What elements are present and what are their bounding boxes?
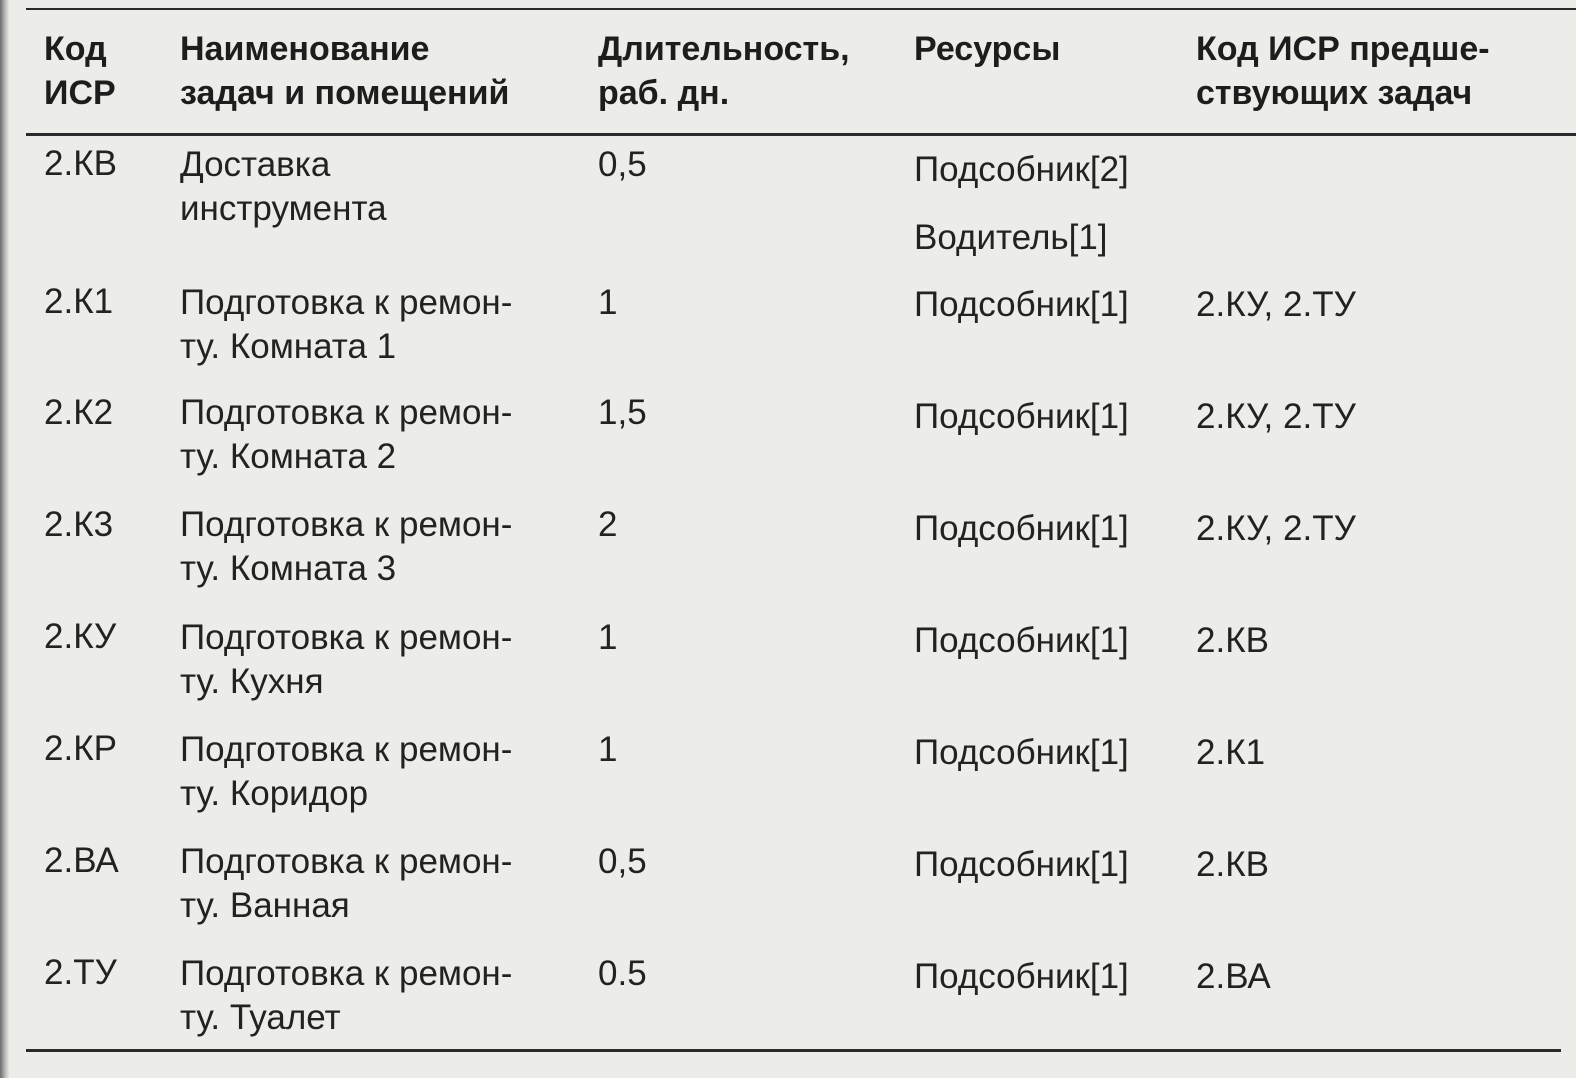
table-bottom-rule (26, 1049, 1561, 1052)
row-name: Подготовка к ремон- ту. Кухня (180, 618, 513, 701)
row-duration: 0.5 (598, 954, 647, 993)
row-code: 2.К3 (44, 505, 114, 544)
row-resource: Подсобник[1] (914, 957, 1129, 996)
table-top-rule (26, 8, 1576, 10)
row-predecessors: 2.КУ, 2.ТУ (1196, 285, 1356, 324)
row-resource: Подсобник[1] (914, 509, 1129, 548)
row-resource: Подсобник[1] (914, 397, 1129, 436)
row-resource: Подсобник[1] (914, 285, 1129, 324)
row-predecessors: 2.КВ (1196, 621, 1269, 660)
row-resource: Подсобник[2] (914, 150, 1129, 189)
header-resources: Ресурсы (914, 30, 1061, 68)
header-duration: Длительность, раб. дн. (598, 30, 850, 112)
row-code: 2.ТУ (44, 953, 117, 992)
header-predecessors: Код ИСР предше- ствующих задач (1196, 30, 1490, 112)
row-resource: Подсобник[1] (914, 845, 1129, 884)
row-name: Подготовка к ремон- ту. Ванная (180, 842, 513, 925)
row-predecessors: 2.КУ, 2.ТУ (1196, 397, 1356, 436)
row-duration: 2 (598, 505, 618, 544)
row-predecessors: 2.КВ (1196, 845, 1269, 884)
row-duration: 1 (598, 730, 618, 769)
row-name: Доставка инструмента (180, 145, 387, 228)
row-code: 2.КВ (44, 144, 117, 183)
row-code: 2.КР (44, 729, 117, 768)
row-name: Подготовка к ремон- ту. Комната 2 (180, 393, 513, 476)
table-header-rule (26, 133, 1576, 136)
row-duration: 0,5 (598, 842, 647, 881)
row-name: Подготовка к ремон- ту. Туалет (180, 954, 513, 1037)
row-duration: 1 (598, 283, 618, 322)
row-resource: Водитель[1] (914, 218, 1108, 257)
row-code: 2.К2 (44, 393, 114, 432)
row-duration: 0,5 (598, 145, 647, 184)
row-duration: 1 (598, 618, 618, 657)
row-code: 2.ВА (44, 841, 119, 880)
row-name: Подготовка к ремон- ту. Коридор (180, 730, 513, 813)
row-predecessors: 2.КУ, 2.ТУ (1196, 509, 1356, 548)
row-code: 2.КУ (44, 617, 117, 656)
row-resource: Подсобник[1] (914, 733, 1129, 772)
row-predecessors: 2.ВА (1196, 957, 1271, 996)
row-resource: Подсобник[1] (914, 621, 1129, 660)
page-edge (0, 0, 9, 1078)
header-name: Наименование задач и помещений (180, 30, 510, 112)
header-code: Код ИСР (44, 30, 116, 112)
row-name: Подготовка к ремон- ту. Комната 3 (180, 505, 513, 588)
row-duration: 1,5 (598, 393, 647, 432)
row-code: 2.К1 (44, 282, 114, 321)
row-predecessors: 2.К1 (1196, 733, 1266, 772)
row-name: Подготовка к ремон- ту. Комната 1 (180, 283, 513, 366)
